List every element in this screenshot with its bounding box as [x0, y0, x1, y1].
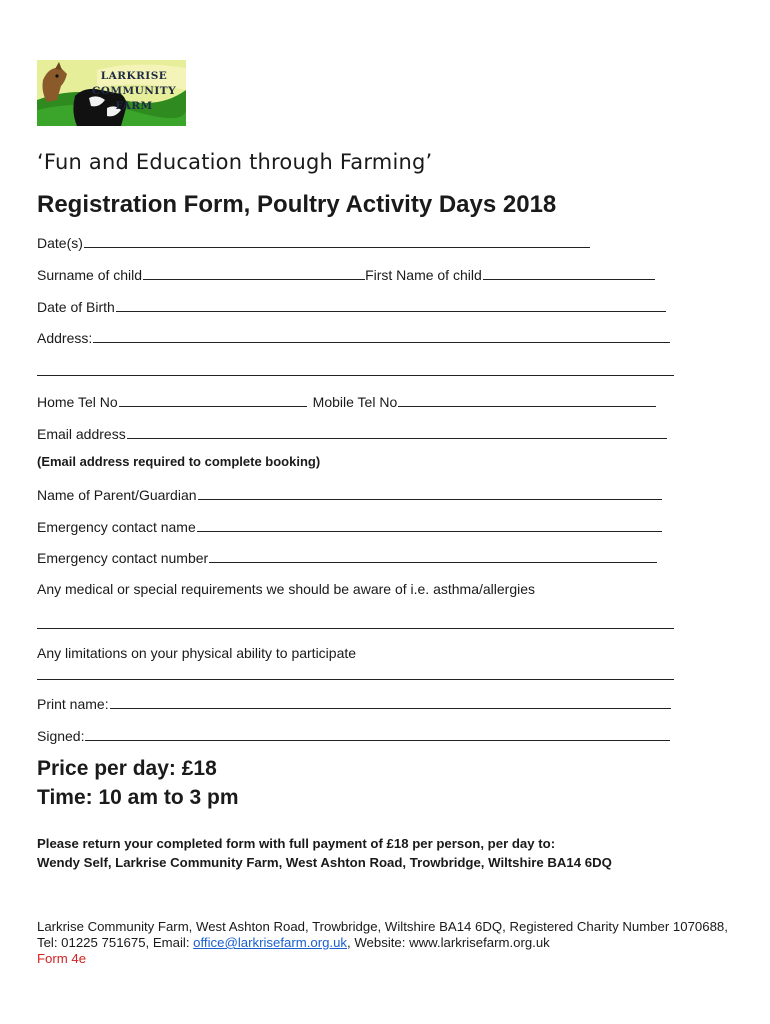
parent-label: Name of Parent/Guardian [37, 487, 197, 503]
dob-field[interactable] [37, 297, 666, 316]
mobile-tel-input-line[interactable] [398, 392, 656, 407]
emergency-number-label: Emergency contact number [37, 550, 209, 566]
email-field[interactable] [37, 424, 667, 443]
first-name-input-line[interactable] [483, 265, 655, 280]
form-title: Registration Form, Poultry Activity Days 2018 [37, 191, 557, 218]
emergency-number-field[interactable] [37, 548, 657, 567]
home-tel-label: Home Tel No [37, 394, 118, 410]
email-input-line[interactable] [127, 424, 667, 439]
surname-input-line[interactable] [143, 265, 365, 280]
surname-label: Surname of child [37, 267, 143, 283]
time-info: Time: 10 am to 3 pm [37, 786, 239, 809]
address-field[interactable] [37, 328, 670, 347]
home-tel-input-line[interactable] [119, 392, 307, 407]
return-line-1: Please return your completed form with full payment of £18 per person, per day to: [37, 836, 556, 851]
surname-field[interactable] [37, 265, 655, 284]
emergency-name-field[interactable] [37, 517, 662, 536]
medical-input-line[interactable] [37, 627, 674, 629]
medical-label: Any medical or special requirements we should be aware of i.e. asthma/allergies [37, 581, 536, 597]
tagline: ‘Fun and Education through Farming’ [37, 150, 433, 174]
email-note: (Email address required to complete booking) [37, 454, 321, 469]
logo-line-2: COMMUNITY [91, 85, 177, 97]
print-name-field[interactable] [37, 694, 671, 713]
return-line-2: Wendy Self, Larkrise Community Farm, West Ashton Road, Trowbridge, Wiltshire BA14 6DQ [37, 855, 612, 870]
logo-text [86, 69, 182, 114]
return-instructions [37, 834, 612, 872]
form-number: Form 4e [37, 951, 87, 966]
farm-logo [37, 60, 186, 126]
footer-text-2: , Website: www.larkrisefarm.org.uk [347, 935, 550, 950]
medical-field [37, 580, 535, 598]
dates-field[interactable] [37, 233, 590, 252]
logo-line-1: LARKRISE [100, 70, 168, 82]
dates-input-line[interactable] [84, 233, 590, 248]
address-line-2[interactable] [37, 374, 674, 376]
parent-field[interactable] [37, 485, 662, 504]
mobile-tel-label: Mobile Tel No [312, 394, 398, 410]
footer-email-link[interactable]: office@larkrisefarm.org.uk [193, 935, 348, 950]
parent-input-line[interactable] [198, 485, 662, 500]
signed-input-line[interactable] [85, 726, 670, 741]
phone-field[interactable] [37, 392, 656, 411]
footer-text-1: Larkrise Community Farm, West Ashton Road, Trowbridge, Wiltshire BA14 6DQ, Registered Charity Number 1070688, Tel: 01225 751675, Email: [37, 919, 728, 950]
address-label: Address: [37, 330, 93, 346]
print-name-label: Print name: [37, 696, 109, 712]
dob-label: Date of Birth [37, 299, 115, 315]
limitations-input-line[interactable] [37, 678, 674, 680]
limitations-label: Any limitations on your physical ability to participate [37, 645, 357, 661]
dob-input-line[interactable] [116, 297, 666, 312]
signed-field[interactable] [37, 726, 670, 745]
price-per-day: Price per day: £18 [37, 757, 217, 780]
logo-line-3: FARM [115, 100, 153, 112]
email-label: Email address [37, 426, 126, 442]
signed-label: Signed: [37, 728, 85, 744]
dates-label: Date(s) [37, 235, 83, 251]
address-input-line[interactable] [93, 328, 670, 343]
footer [37, 919, 737, 967]
emergency-number-input-line[interactable] [209, 548, 657, 563]
limitations-field [37, 644, 356, 662]
emergency-name-input-line[interactable] [197, 517, 662, 532]
print-name-input-line[interactable] [110, 694, 671, 709]
first-name-label: First Name of child [365, 267, 482, 283]
emergency-name-label: Emergency contact name [37, 519, 196, 535]
